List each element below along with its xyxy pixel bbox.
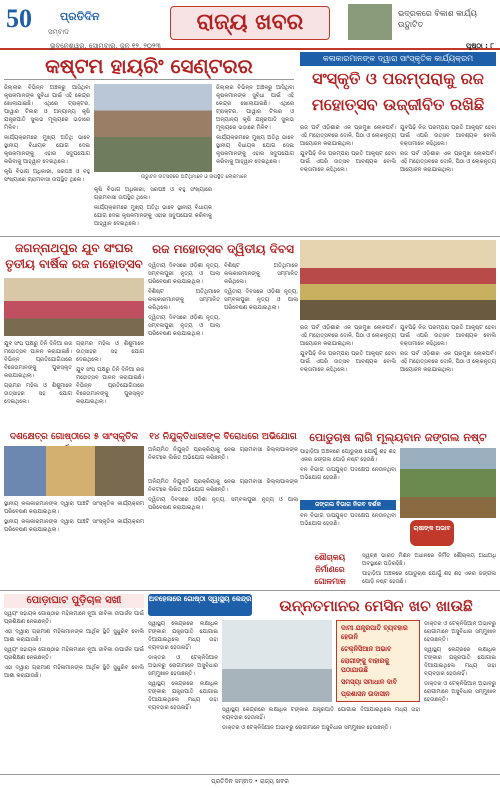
story10-photo <box>222 620 332 702</box>
publication-tagline: ସମ୍ବାଦ <box>48 28 69 36</box>
story9-para: ସ୍ୱୟଂ ସହାୟକ ଗୋଷ୍ଠୀର ମହିଳାମାନେ ନୂଆ ଜୀବିକା ଉପାର୍ଜନ ପାଇଁ ପ୍ରଶିକ୍ଷଣ ନେଇଛନ୍ତି। <box>4 647 144 661</box>
publication-name: ପ୍ରତିଦିନ <box>60 10 100 23</box>
story9-para: ସ୍ୱୟଂ ସହାୟକ ଗୋଷ୍ଠୀର ମହିଳାମାନେ ନୂଆ ଜୀବିକା ଉପାର୍ଜନ ପାଇଁ ପ୍ରଶିକ୍ଷଣ ନେଇଛନ୍ତି। <box>4 611 144 625</box>
story7-badge: ଚାଷୀଙ୍କ ଅଭାବ <box>410 520 454 546</box>
story3-headline: ଜଗନ୍ନାଥପୁର ଯୁବ ସଂଘର ତୃତୀୟ ବାର୍ଷିକ ରଜ ମହୋତ୍ସବ <box>5 241 143 271</box>
story10-para: ସ୍ୱାସ୍ଥ୍ୟ କେନ୍ଦ୍ରରେ ଲକ୍ଷାଧିକ ଟଙ୍କାର ଯନ୍ତ୍ରପାତି ଯୋଗାଇ ଦିଆଯାଇଥିଲେ ମଧ୍ୟ ତାହା ବ୍ୟବହାର ହେଉନାହିଁ। <box>222 707 420 721</box>
story2-para: ରଜ ପର୍ବ ଓଡ଼ିଶାର ଏକ ପ୍ରମୁଖ ଲୋକପର୍ବ। ଏହି ମହୋତ୍ସବରେ ଦୋଳି, ପିଠା ଓ ଲୋକନୃତ୍ୟ ଆୟୋଜନ କରାଯାଇଥିଲା। <box>300 325 396 347</box>
story10-para: ଡାକ୍ତର ଓ ଟେକ୍ନିସିଆନ ଅଭାବରୁ ରୋଗୀମାନେ ଅସୁବିଧାର ସମ୍ମୁଖୀନ ହେଉଛନ୍ତି। <box>424 681 496 703</box>
story8-para: ସ୍ୱଚ୍ଛ ଭାରତ ମିଶନ ଅଧୀନରେ ନିର୍ମିତ ଶୌଚାଳୟ ଅଧାଅଧି ଅବସ୍ଥାରେ ପଡ଼ିରହିଛି। <box>362 553 496 567</box>
page-footer: ପ୍ରତିଦିନ ସମ୍ବାଦ • ରାଜ୍ୟ ଖବର <box>0 774 500 788</box>
bullet-item: ଦାମୀ ଯନ୍ତ୍ରପାତି ବ୍ୟବହାର ହେଉନି <box>341 624 408 641</box>
bullet-item: ରୋଗୀଙ୍କୁ ବାହାରକୁ ପଠାଯାଉଛି <box>341 657 390 674</box>
story2-photo <box>300 240 496 320</box>
top-right-teaser: ଭଦ୍ରକରେ ବିକାଶ କାର୍ଯ୍ୟ ଉଦ୍ଘାଟିତ <box>398 9 477 29</box>
story4-para: ଦ୍ୱିତୀୟ ଦିବସରେ ଓଡ଼ିଶୀ ନୃତ୍ୟ, ସମ୍ବଲପୁରୀ ନୃତ୍ୟ ଓ ପାଲା ପରିବେଷଣ କରାଯାଇଥିଲା। <box>224 289 298 311</box>
story9-para: ଏହା ଦ୍ୱାରା ଗ୍ରାମୀଣ ମହିଳାମାନଙ୍କ ଆର୍ଥିକ ସ୍ଥିତି ସୁଧୁରିବ ବୋଲି ଆଶା କରାଯାଉଛି। <box>4 629 144 643</box>
story7-para: ପାହାଡ଼ିଆ ଅଞ୍ଚଳରେ ପୋଡୁଚାଷ ଯୋଗୁଁ ଶହ ଶହ ଏକର ଜଙ୍ଗଲ ପୋଡ଼ି ନଷ୍ଟ ହେଉଛି। <box>362 571 496 585</box>
story4-para: ଦ୍ୱିତୀୟ ଦିବସରେ ଓଡ଼ିଶୀ ନୃତ୍ୟ, ସମ୍ବଲପୁରୀ ନୃତ୍ୟ ଓ ପାଲା ପରିବେଷଣ କରାଯାଇଥିଲା। <box>148 497 298 511</box>
story10-body-3 <box>222 706 420 772</box>
story8-headline: ଶୌଚାଳୟ ନିର୍ମାଣରେ ଗୋଳମାଳ <box>314 553 346 586</box>
story7-body <box>300 448 396 498</box>
story5-body <box>4 500 144 548</box>
story4-para: ବିଶିଷ୍ଟ ଅତିଥିମାନେ କଳାକାରମାନଙ୍କୁ ସମ୍ମାନିତ କରିଥିଲେ। <box>224 263 298 285</box>
story6-headline: ୧୪ ନିଯୁକ୍ତିଧାରୀଙ୍କ ବିରୋଧରେ ଅଭିଯୋଗ <box>149 432 297 442</box>
story2-para: ରଜ ପର୍ବ ଓଡ଼ିଶାର ଏକ ପ୍ରମୁଖ ଲୋକପର୍ବ। ଏହି ମହୋତ୍ସବରେ ଦୋଳି, ପିଠା ଓ ଲୋକନୃତ୍ୟ ଆୟୋଜନ କରାଯାଇଥିଲା। <box>400 351 496 373</box>
story4-para: ଦ୍ୱିତୀୟ ଦିବସରେ ଓଡ଼ିଶୀ ନୃତ୍ୟ, ସମ୍ବଲପୁରୀ ନୃତ୍ୟ ଓ ପାଲା ପରିବେଷଣ କରାଯାଇଥିଲା। <box>148 263 220 285</box>
story9-body <box>4 610 144 772</box>
story7-para: ପାହାଡ଼ିଆ ଅଞ୍ଚଳରେ ପୋଡୁଚାଷ ଯୋଗୁଁ ଶହ ଶହ ଏକର ଜଙ୍ଗଲ ପୋଡ଼ି ନଷ୍ଟ ହେଉଛି। <box>300 449 396 463</box>
story2-para: ଯୁବପିଢ଼ି ନିଜ ପରମ୍ପରା ପ୍ରତି ଆକୃଷ୍ଟ ହେବା ପାଇଁ ଏପରି ଉତ୍ସବ ଆବଶ୍ୟକ ବୋଲି ବକ୍ତାମାନେ କହିଥିଲେ। <box>400 125 496 147</box>
story10-para: ଡାକ୍ତର ଓ ଟେକ୍ନିସିଆନ ଅଭାବରୁ ରୋଗୀମାନେ ଅସୁବିଧାର ସମ୍ମୁଖୀନ ହେଉଛନ୍ତି। <box>148 655 218 677</box>
story3-para: ଗ୍ରାମର ମହିଳା ଓ ଶିଶୁମାନେ ଉତ୍ସାହର ସହ ଯୋଗ ଦେଇଥିଲେ। <box>76 341 144 363</box>
bullet-item: ଟେକ୍ନିସିଆନ ଅଭାବ <box>341 645 392 653</box>
story10-para: ସ୍ୱାସ୍ଥ୍ୟ କେନ୍ଦ୍ରରେ ଲକ୍ଷାଧିକ ଟଙ୍କାର ଯନ୍ତ୍ରପାତି ଯୋଗାଇ ଦିଆଯାଇଥିଲେ ମଧ୍ୟ ତାହା ବ୍ୟବହାର ହେଉନାହିଁ। <box>148 621 218 651</box>
story2-body-3 <box>300 324 396 428</box>
section-title: ରାଜ୍ୟ ଖବର <box>170 6 330 40</box>
story10-bullet-box <box>336 620 420 702</box>
story2-headline: ସଂସ୍କୃତି ଓ ପରମ୍ପରାକୁ ରଜ ମହୋତ୍ସବ ଉଜ୍ଜୀବିତ ରଖିଛି <box>311 69 485 114</box>
story2-body-4 <box>400 324 496 428</box>
story5-para: ସ୍ଥାନୀୟ କଳାକାରମାନଙ୍କ ଦ୍ୱାରା ପାଞ୍ଚଟି ସାଂସ୍କୃତିକ କାର୍ଯ୍ୟକ୍ରମ ପରିବେଷଣ କରାଯାଇଥିଲା। <box>4 519 144 533</box>
story7-headline: ପୋଡୁଚାଷ ଲାଗି ମୂଲ୍ୟବାନ ଜଙ୍ଗଲ ନଷ୍ଟ <box>309 431 487 444</box>
story2-body-2 <box>400 124 496 234</box>
story1-para: କାର୍ଯ୍ୟକ୍ରମରେ ମୁଖ୍ୟ ଅତିଥି ଭାବେ ସ୍ଥାନୀୟ ବିଧାୟକ ଯୋଗ ଦେଇ କୃଷକମାନଙ୍କୁ ଏହାର ସଦୁପଯୋଗ କରିବାକୁ ଆହ୍ୱାନ ଦେଇଥିଲେ। <box>94 205 212 227</box>
story7-photo <box>400 448 496 518</box>
story1-para: କୃଷି ବିଭାଗ ଅଧିକାରୀ, ସରପଞ୍ଚ ଓ ବହୁ ସଂଖ୍ୟାରେ ଗ୍ରାମବାସୀ ଉପସ୍ଥିତ ଥିଲେ। <box>4 169 90 183</box>
story3-body <box>4 340 72 428</box>
story10-para: ସ୍ୱାସ୍ଥ୍ୟ କେନ୍ଦ୍ରରେ ଲକ୍ଷାଧିକ ଟଙ୍କାର ଯନ୍ତ୍ରପାତି ଯୋଗାଇ ଦିଆଯାଇଥିଲେ ମଧ୍ୟ ତାହା ବ୍ୟବହାର ହେଉନାହିଁ। <box>148 681 218 711</box>
story1-para: କୃଷି ବିଭାଗ ଅଧିକାରୀ, ସରପଞ୍ଚ ଓ ବହୁ ସଂଖ୍ୟାରେ ଗ୍ରାମବାସୀ ଉପସ୍ଥିତ ଥିଲେ। <box>94 187 212 201</box>
story6-para: ଅନିୟମିତ ନିଯୁକ୍ତି ପ୍ରକ୍ରିୟାକୁ ନେଇ ଗ୍ରାମବାସୀ ଜିଲ୍ଲାପାଳଙ୍କ ନିକଟରେ ଲିଖିତ ଅଭିଯୋଗ କରିଛନ୍ତି। <box>148 447 298 461</box>
story7-para: ବନ ବିଭାଗ ଉପଯୁକ୍ତ ପଦକ୍ଷେପ ନେଉନଥିବା ଅଭିଯୋଗ ହେଉଛି। <box>300 467 396 481</box>
story2-body <box>300 124 396 234</box>
story1-para: ଜିଲ୍ଲାର ବିଭିନ୍ନ ଅଞ୍ଚଳରୁ ଆସିଥିବା କୃଷକମାନଙ୍କ ସୁବିଧା ପାଇଁ ଏହି କେନ୍ଦ୍ର ଖୋଲାଯାଇଛି। ଏଥିରେ ଟ୍ରାକ୍ଟର, ପାୱାର ଟିଲର ଓ ଅନ୍ୟାନ୍ୟ କୃଷି ଯନ୍ତ୍ରପାତି ସୁଲଭ ମୂଲ୍ୟରେ ଭଡ଼ାରେ ମିଳିବ। <box>216 85 294 131</box>
story2-para: ଯୁବପିଢ଼ି ନିଜ ପରମ୍ପରା ପ୍ରତି ଆକୃଷ୍ଟ ହେବା ପାଇଁ ଏପରି ଉତ୍ସବ ଆବଶ୍ୟକ ବୋଲି ବକ୍ତାମାନେ କହିଥିଲେ। <box>300 151 396 173</box>
bullet-item: ପ୍ରଶାସନ ଉଦାସୀନ <box>341 690 390 698</box>
story10-para: ଡାକ୍ତର ଓ ଟେକ୍ନିସିଆନ ଅଭାବରୁ ରୋଗୀମାନେ ଅସୁବିଧାର ସମ୍ମୁଖୀନ ହେଉଛନ୍ତି। <box>222 725 391 731</box>
story7-body-2 <box>300 512 396 548</box>
story6-body-2 <box>148 478 298 548</box>
story2-para: ଯୁବପିଢ଼ି ନିଜ ପରମ୍ପରା ପ୍ରତି ଆକୃଷ୍ଟ ହେବା ପାଇଁ ଏପରି ଉତ୍ସବ ଆବଶ୍ୟକ ବୋଲି ବକ୍ତାମାନେ କହିଥିଲେ। <box>400 325 496 347</box>
story9-para: ଏହା ଦ୍ୱାରା ଗ୍ରାମୀଣ ମହିଳାମାନଙ୍କ ଆର୍ଥିକ ସ୍ଥିତି ସୁଧୁରିବ ବୋଲି ଆଶା କରାଯାଉଛି। <box>4 665 144 679</box>
story10-body-2 <box>424 620 496 772</box>
story3-photo <box>4 278 144 336</box>
story1-para: କାର୍ଯ୍ୟକ୍ରମରେ ମୁଖ୍ୟ ଅତିଥି ଭାବେ ସ୍ଥାନୀୟ ବିଧାୟକ ଯୋଗ ଦେଇ କୃଷକମାନଙ୍କୁ ଏହାର ସଦୁପଯୋଗ କରିବାକୁ ଆହ୍ୱାନ ଦେଇଥିଲେ। <box>4 135 90 165</box>
story5-photo <box>4 446 144 496</box>
story8-body <box>362 552 496 586</box>
story10-headline: ଉନ୍ନତମାନର ମେସିନ ଖଚ ଖାଉଛି <box>279 597 473 615</box>
page-number: ପୃଷ୍ଠା : ୮ <box>466 42 494 50</box>
story1-body-3 <box>94 186 212 234</box>
story3-para: ଯୁବ ସଂଘ ପକ୍ଷରୁ ତିନି ଦିନିଆ ରଜ ମହୋତ୍ସବ ପାଳନ କରାଯାଇଛି। ବିଭିନ୍ନ ପ୍ରତିଯୋଗିତାରେ ବିଜେତାମାନଙ୍କୁ ପୁରସ୍କୃତ କରାଯାଇଥିଲା। <box>76 367 144 405</box>
story4-para: ବିଶିଷ୍ଟ ଅତିଥିମାନେ କଳାକାରମାନଙ୍କୁ ସମ୍ମାନିତ କରିଥିଲେ। <box>148 289 220 311</box>
story10-kicker: ଅବହେଳାରେ ଗୋଷ୍ଠୀ ସ୍ୱାସ୍ଥ୍ୟ କେନ୍ଦ୍ର <box>148 594 252 616</box>
story1-body <box>4 84 90 234</box>
story6-body <box>148 446 298 476</box>
story7-para: ବନ ବିଭାଗ ଉପଯୁକ୍ତ ପଦକ୍ଷେପ ନେଉନଥିବା ଅଭିଯୋଗ ହେଉଛି। <box>300 513 396 527</box>
story9-headline: ପୋଡ଼ାଘାଟ ପୁଡ଼ିଚାଳ ସଖୀ <box>4 594 144 608</box>
top-right-photo <box>348 4 392 40</box>
story3-para: ଗ୍ରାମର ମହିଳା ଓ ଶିଶୁମାନେ ଉତ୍ସାହର ସହ ଯୋଗ ଦେଇଥିଲେ। <box>4 383 72 405</box>
story4-headline: ରଜ ମହୋତ୍ସବ ଦ୍ୱିତୀୟ ଦିବସ <box>152 242 294 256</box>
story10-para: ଡାକ୍ତର ଓ ଟେକ୍ନିସିଆନ ଅଭାବରୁ ରୋଗୀମାନେ ଅସୁବିଧାର ସମ୍ମୁଖୀନ ହେଉଛନ୍ତି। <box>424 621 496 643</box>
story2-para: ରଜ ପର୍ବ ଓଡ଼ିଶାର ଏକ ପ୍ରମୁଖ ଲୋକପର୍ବ। ଏହି ମହୋତ୍ସବରେ ଦୋଳି, ପିଠା ଓ ଲୋକନୃତ୍ୟ ଆୟୋଜନ କରାଯାଇଥିଲା। <box>400 151 496 173</box>
bullet-item: ସମସ୍ୟା ସମାଧାନ ଦାବି <box>341 678 398 686</box>
logo-number: 50 <box>6 4 32 33</box>
divider <box>0 590 500 591</box>
story1-body-2 <box>216 84 294 234</box>
story6-para: ଅନିୟମିତ ନିଯୁକ୍ତି ପ୍ରକ୍ରିୟାକୁ ନେଇ ଗ୍ରାମବାସୀ ଜିଲ୍ଲାପାଳଙ୍କ ନିକଟରେ ଲିଖିତ ଅଭିଯୋଗ କରିଛନ୍ତି। <box>148 479 298 493</box>
story10-body <box>148 620 218 772</box>
story3-body-2 <box>76 340 144 428</box>
story1-para: ଜିଲ୍ଲାର ବିଭିନ୍ନ ଅଞ୍ଚଳରୁ ଆସିଥିବା କୃଷକମାନଙ୍କ ସୁବିଧା ପାଇଁ ଏହି କେନ୍ଦ୍ର ଖୋଲାଯାଇଛି। ଏଥିରେ ଟ୍ରାକ୍ଟର, ପାୱାର ଟିଲର ଓ ଅନ୍ୟାନ୍ୟ କୃଷି ଯନ୍ତ୍ରପାତି ସୁଲଭ ମୂଲ୍ୟରେ ଭଡ଼ାରେ ମିଳିବ। <box>4 85 90 131</box>
story4-para: ଦ୍ୱିତୀୟ ଦିବସରେ ଓଡ଼ିଶୀ ନୃତ୍ୟ, ସମ୍ବଲପୁରୀ ନୃତ୍ୟ ଓ ପାଲା ପରିବେଷଣ କରାଯାଇଥିଲା। <box>148 315 220 337</box>
story7-box-label: ଜଙ୍ଗଲ ବିଭାଗ ନିରବ ଦର୍ଶକ <box>300 500 396 510</box>
story1-caption: ଉଦ୍ଘାଟନ ଉତ୍ସବରେ ଅତିଥିମାନେ ଓ ଉପସ୍ଥିତ ଲୋକମାନେ <box>141 174 247 180</box>
story1-headline: କଷ୍ଟମ ହାୟରିଂ ସେଣ୍ଟରର <box>4 52 294 80</box>
story2-para: ଯୁବପିଢ଼ି ନିଜ ପରମ୍ପରା ପ୍ରତି ଆକୃଷ୍ଟ ହେବା ପାଇଁ ଏପରି ଉତ୍ସବ ଆବଶ୍ୟକ ବୋଲି ବକ୍ତାମାନେ କହିଥିଲେ। <box>300 351 396 373</box>
story4-body-2 <box>224 262 298 428</box>
story1-para: କାର୍ଯ୍ୟକ୍ରମରେ ମୁଖ୍ୟ ଅତିଥି ଭାବେ ସ୍ଥାନୀୟ ବିଧାୟକ ଯୋଗ ଦେଇ କୃଷକମାନଙ୍କୁ ଏହାର ସଦୁପଯୋଗ କରିବାକୁ ଆହ୍ୱାନ ଦେଇଥିଲେ। <box>216 135 294 165</box>
story4-body <box>148 262 220 428</box>
story5-para: ସ୍ଥାନୀୟ କଳାକାରମାନଙ୍କ ଦ୍ୱାରା ପାଞ୍ଚଟି ସାଂସ୍କୃତିକ କାର୍ଯ୍ୟକ୍ରମ ପରିବେଷଣ କରାଯାଇଥିଲା। <box>4 501 144 515</box>
story2-kicker: କଳାକାରମାନଙ୍କ ଦ୍ୱାରା ସାଂସ୍କୃତିକ କାର୍ଯ୍ୟକ୍ରମ <box>300 52 496 66</box>
story10-para: ସ୍ୱାସ୍ଥ୍ୟ କେନ୍ଦ୍ରରେ ଲକ୍ଷାଧିକ ଟଙ୍କାର ଯନ୍ତ୍ରପାତି ଯୋଗାଇ ଦିଆଯାଇଥିଲେ ମଧ୍ୟ ତାହା ବ୍ୟବହାର ହେଉନାହିଁ। <box>424 647 496 677</box>
dateline: ଭୁବନେଶ୍ୱର, ସୋମବାର, ଜୁନ ୧୨, ୨୦୨୩ <box>50 42 161 50</box>
divider <box>0 236 500 237</box>
story5-headline: ଦଶକ୍ଷେତ୍ର ଗୋଷ୍ଠୀରେ ୫ ସାଂସ୍କୃତିକ <box>9 432 139 442</box>
story3-para: ଯୁବ ସଂଘ ପକ୍ଷରୁ ତିନି ଦିନିଆ ରଜ ମହୋତ୍ସବ ପାଳନ କରାଯାଇଛି। ବିଭିନ୍ନ ପ୍ରତିଯୋଗିତାରେ ବିଜେତାମାନଙ୍କୁ ପୁରସ୍କୃତ କରାଯାଇଥିଲା। <box>4 341 72 379</box>
story1-photo <box>94 84 212 172</box>
story2-para: ରଜ ପର୍ବ ଓଡ଼ିଶାର ଏକ ପ୍ରମୁଖ ଲୋକପର୍ବ। ଏହି ମହୋତ୍ସବରେ ଦୋଳି, ପିଠା ଓ ଲୋକନୃତ୍ୟ ଆୟୋଜନ କରାଯାଇଥିଲା। <box>300 125 396 147</box>
